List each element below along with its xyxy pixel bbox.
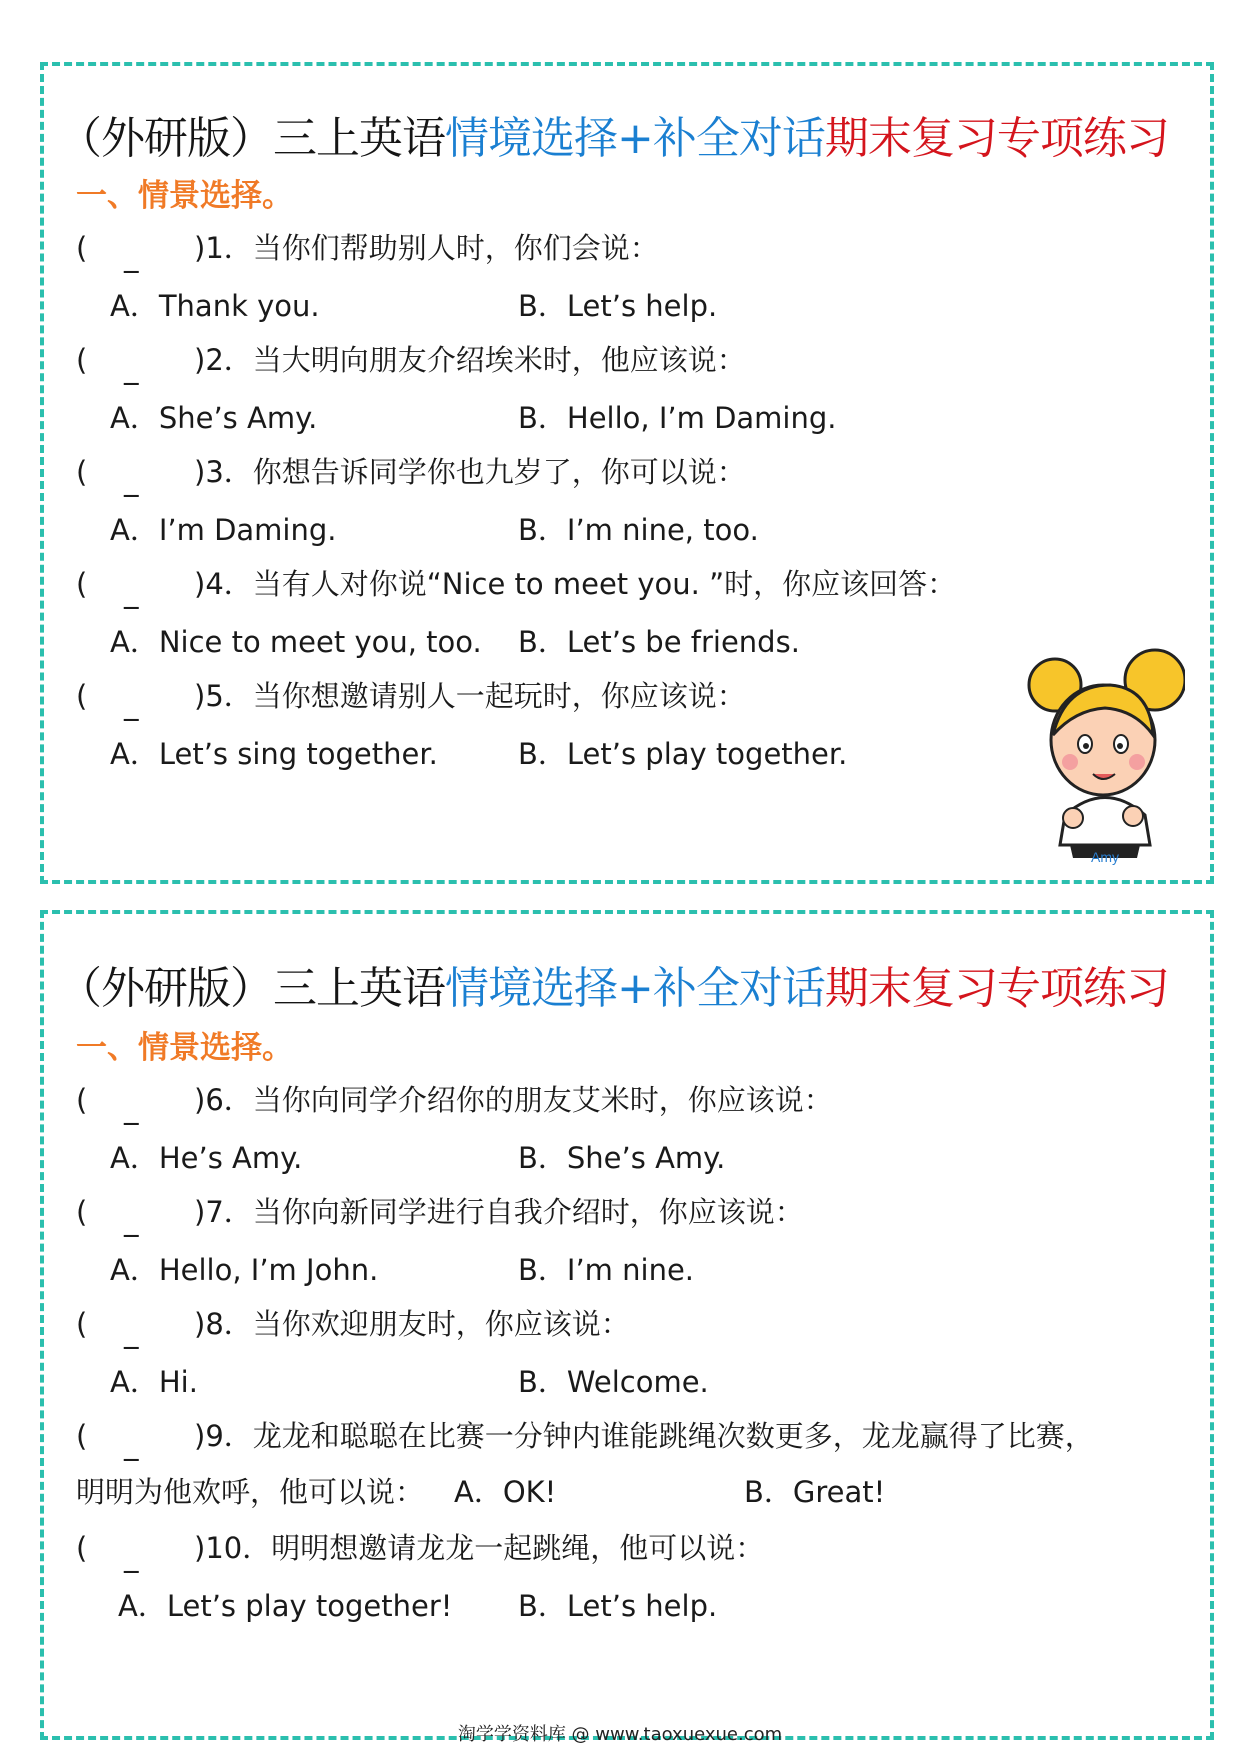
option-b: B．She’s Amy. xyxy=(518,1141,726,1175)
amy-caption: Amy xyxy=(1091,849,1119,865)
option-b: B．Let’s play together. xyxy=(518,737,848,771)
option-a: A．Let’s play together! xyxy=(118,1589,453,1623)
option-a: A．Nice to meet you, too. xyxy=(110,625,482,659)
question-2: ( _ )2．当大明向朋友介绍埃米时，他应该说： xyxy=(76,343,746,385)
footer-watermark: 淘学学资料库 @ www.taoxuexue.com xyxy=(457,1724,783,1745)
question-7: ( _ )7．当你向新同学进行自我介绍时，你应该说： xyxy=(76,1195,804,1237)
question-10: ( _ )10．明明想邀请龙龙一起跳绳，他可以说： xyxy=(76,1531,765,1573)
option-a: A．He’s Amy. xyxy=(110,1141,303,1175)
option-a: A．Thank you. xyxy=(110,289,320,323)
question-3: ( _ )3．你想告诉同学你也九岁了，你可以说： xyxy=(76,455,746,497)
option-b: B．I’m nine. xyxy=(518,1253,695,1287)
option-b: B．Let’s help. xyxy=(518,1589,718,1623)
answer-blank[interactable]: _ xyxy=(124,351,139,385)
option-a: A．Hi. xyxy=(110,1365,198,1399)
answer-blank[interactable]: _ xyxy=(124,1315,139,1349)
worksheet-title: （外研版）三上英语情境选择+补全对话期末复习专项练习 xyxy=(58,963,1169,1014)
option-a: A．Hello, I’m John. xyxy=(110,1253,379,1287)
option-b: B．I’m nine, too. xyxy=(518,513,759,547)
option-b: B．Hello, I’m Daming. xyxy=(518,401,837,435)
question-1: ( _ )1．当你们帮助别人时，你们会说： xyxy=(76,231,659,273)
option-b: B．Let’s help. xyxy=(518,289,718,323)
answer-blank[interactable]: _ xyxy=(124,239,139,273)
answer-blank[interactable]: _ xyxy=(124,1427,139,1461)
question-9-line2: 明明为他欢呼，他可以说： xyxy=(76,1475,425,1509)
question-6: ( _ )6．当你向同学介绍你的朋友艾米时，你应该说： xyxy=(76,1083,833,1125)
worksheet-card-2 xyxy=(40,910,1214,1740)
answer-blank[interactable]: _ xyxy=(124,1539,139,1573)
option-b: B．Welcome. xyxy=(518,1365,709,1399)
option-a: A．OK! xyxy=(454,1475,557,1509)
option-a: A．Let’s sing together. xyxy=(110,737,438,771)
answer-blank[interactable]: _ xyxy=(124,1091,139,1125)
answer-blank[interactable]: _ xyxy=(124,1203,139,1237)
question-8: ( _ )8．当你欢迎朋友时，你应该说： xyxy=(76,1307,630,1349)
question-4: ( _ )4．当有人对你说“Nice to meet you. ”时，你应该回答： xyxy=(76,567,957,609)
answer-blank[interactable]: _ xyxy=(124,687,139,721)
option-b: B．Let’s be friends. xyxy=(518,625,800,659)
option-b: B．Great! xyxy=(744,1475,886,1509)
option-a: A．I’m Daming. xyxy=(110,513,337,547)
amy-illustration xyxy=(1025,640,1185,865)
section-title: 一、情景选择。 xyxy=(76,1030,293,1066)
answer-blank[interactable]: _ xyxy=(124,463,139,497)
option-a: A．She’s Amy. xyxy=(110,401,318,435)
answer-blank[interactable]: _ xyxy=(124,575,139,609)
section-title: 一、情景选择。 xyxy=(76,178,293,214)
question-5: ( _ )5．当你想邀请别人一起玩时，你应该说： xyxy=(76,679,746,721)
question-9: ( _ )9．龙龙和聪聪在比赛一分钟内谁能跳绳次数更多，龙龙赢得了比赛， xyxy=(76,1419,1094,1461)
worksheet-title: （外研版）三上英语情境选择+补全对话期末复习专项练习 xyxy=(58,113,1169,164)
